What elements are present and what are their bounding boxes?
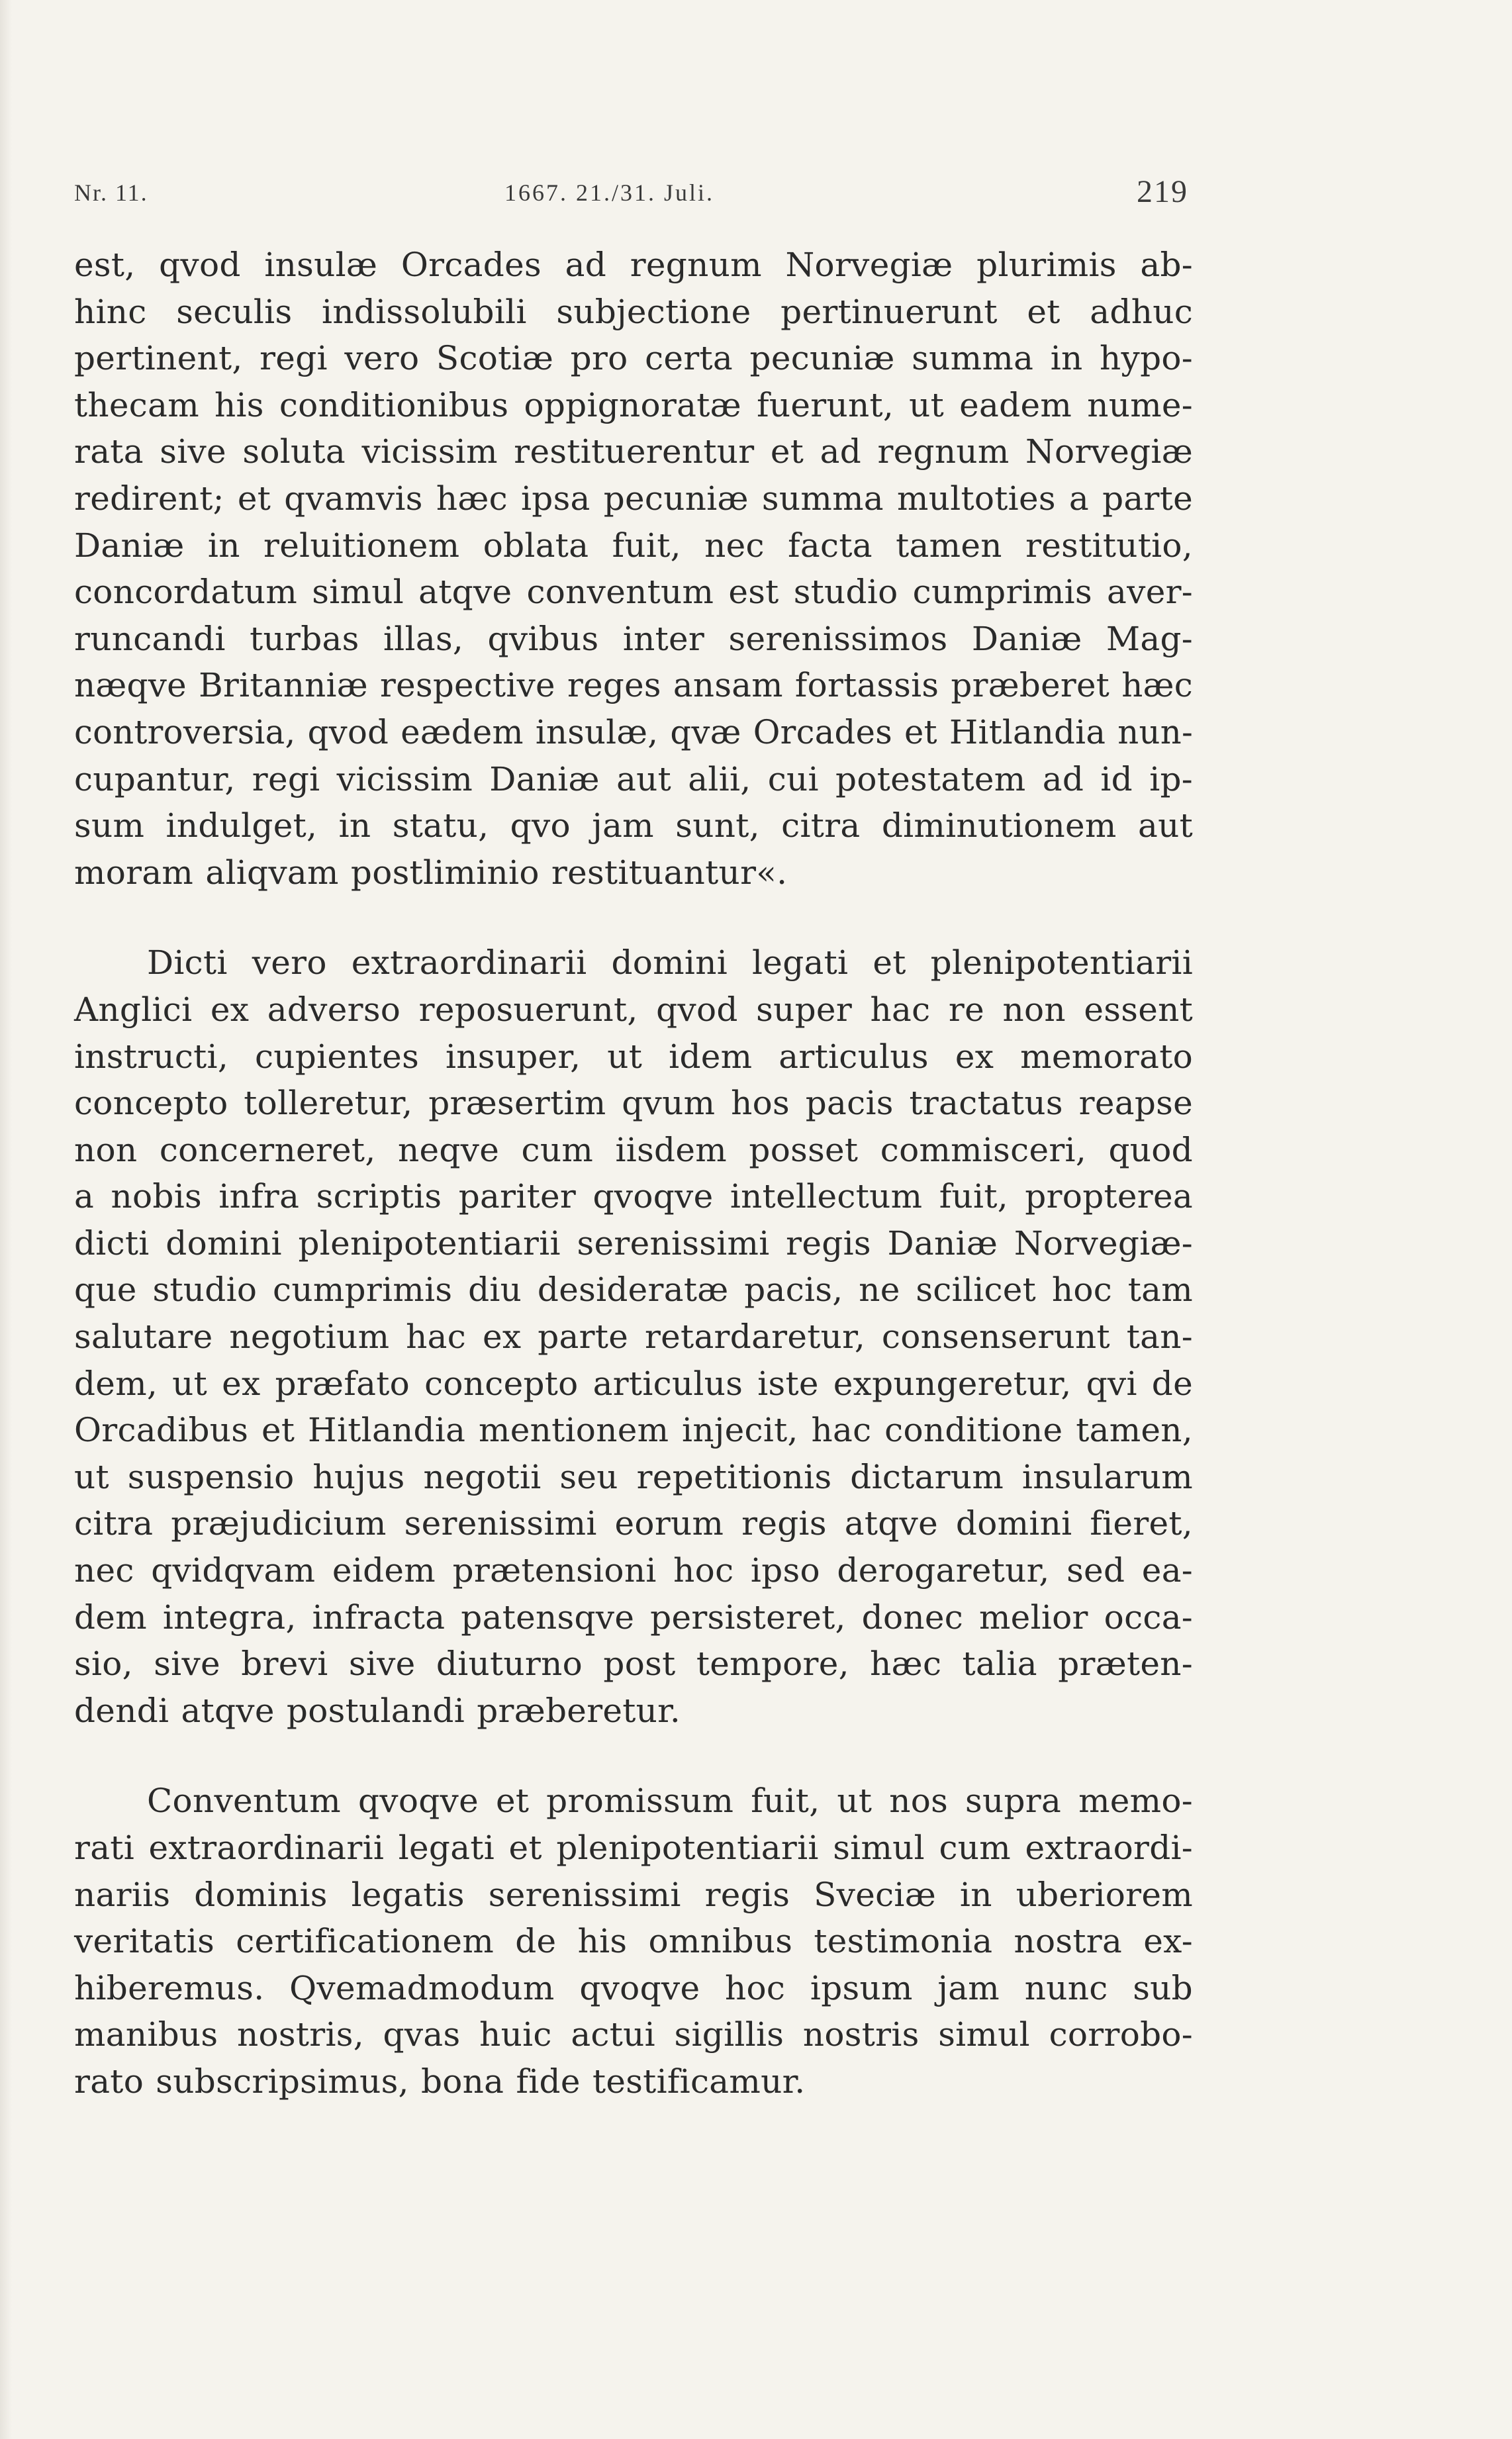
text-line: pertinent, regi vero Scotiæ pro certa pecuniæ summa in hypo- — [74, 339, 1193, 378]
text-line: moram aliqvam postliminio restituantur«. — [74, 853, 788, 892]
text-line: nariis dominis legatis serenissimi regis Sveciæ in uberiorem — [74, 1875, 1193, 1914]
text-line: dendi atqve postulandi præberetur. — [74, 1691, 681, 1730]
text-line: hinc seculis indissolubili subjectione pertinuerunt et adhuc — [74, 292, 1193, 331]
text-line: Orcadibus et Hitlandia mentionem injecit, hac conditione tamen, — [74, 1411, 1193, 1450]
text-line: Daniæ in reluitionem oblata fuit, nec facta tamen restitutio, — [74, 526, 1193, 565]
text-line: rato subscripsimus, bona fide testificamur. — [74, 2062, 806, 2101]
paragraph — [74, 1778, 1193, 2105]
text-line: rata sive soluta vicissim restituerentur et ad regnum Norvegiæ — [74, 432, 1193, 471]
text-line: Anglici ex adverso reposuerunt, qvod super hac re non essent — [74, 990, 1193, 1029]
text-line: controversia, qvod eædem insulæ, qvæ Orcades et Hitlandia nun- — [74, 712, 1193, 751]
text-line: salutare negotium hac ex parte retardaretur, consenserunt tan- — [74, 1317, 1193, 1357]
text-line: sio, sive brevi sive diuturno post tempore, hæc talia præten- — [74, 1645, 1193, 1684]
text-line: non concerneret, neqve cum iisdem posset commisceri, quod — [74, 1130, 1193, 1169]
paragraph-gap — [74, 896, 1193, 939]
text-line: thecam his conditionibus oppignoratæ fuerunt, ut eadem nume- — [74, 385, 1193, 424]
text-line: nec qvidqvam eidem prætensioni hoc ipso derogaretur, sed ea- — [74, 1551, 1193, 1590]
text-line: dicti domini plenipotentiarii serenissimi regis Daniæ Norvegiæ- — [74, 1223, 1193, 1263]
text-line: runcandi turbas illas, qvibus inter serenissimos Daniæ Mag- — [74, 619, 1193, 658]
text-line: hiberemus. Qvemadmodum qvoqve hoc ipsum jam nunc sub — [74, 1968, 1193, 2007]
text-line: rati extraordinarii legati et plenipotentiarii simul cum extraordi- — [74, 1829, 1193, 1867]
document-number: Nr. 11. — [74, 179, 148, 206]
text-line: concepto tolleretur, præsertim qvum hos pacis tractatus reapse — [74, 1084, 1193, 1123]
text-line: manibus nostris, qvas huic actui sigillis nostris simul corrobo- — [74, 2015, 1193, 2054]
document-date: 1667. 21./31. Juli. — [504, 179, 715, 206]
text-line: citra præjudicium serenissimi eorum regis atqve domini fieret, — [74, 1504, 1193, 1543]
text-line: instructi, cupientes insuper, ut idem articulus ex memorato — [74, 1037, 1193, 1076]
text-line: est, qvod insulæ Orcades ad regnum Norvegiæ plurimis ab- — [74, 246, 1193, 284]
text-line: redirent; et qvamvis hæc ipsa pecuniæ summa multoties a parte — [74, 479, 1193, 518]
text-line: Conventum qvoqve et promissum fuit, ut nos supra memo- — [147, 1782, 1193, 1821]
text-line: sum indulget, in statu, qvo jam sunt, citra diminutionem aut — [74, 806, 1193, 845]
paragraph-gap — [74, 1734, 1193, 1778]
text-line: næqve Britanniæ respective reges ansam fortassis præberet hæc — [74, 666, 1193, 705]
text-line: a nobis infra scriptis pariter qvoqve intellectum fuit, propterea — [74, 1177, 1193, 1216]
page-edge-shadow — [0, 0, 12, 2439]
text-line: dem, ut ex præfato concepto articulus iste expungeretur, qvi de — [74, 1364, 1193, 1403]
body-text — [74, 242, 1193, 2105]
text-line: ut suspensio hujus negotii seu repetitionis dictarum insularum — [74, 1457, 1193, 1496]
text-line: dem integra, infracta patensqve persisteret, donec melior occa- — [74, 1598, 1193, 1637]
text-line: que studio cumprimis diu desideratæ pacis, ne scilicet hoc tam — [74, 1270, 1193, 1310]
text-line: Dicti vero extraordinarii domini legati et plenipotentiarii — [147, 943, 1193, 982]
running-header — [74, 173, 1207, 213]
page-number: 219 — [1137, 174, 1188, 209]
text-line: concordatum simul atqve conventum est studio cumprimis aver- — [74, 573, 1193, 612]
paragraph — [74, 242, 1193, 896]
text-line: veritatis certificationem de his omnibus testimonia nostra ex- — [74, 1922, 1193, 1961]
paragraph — [74, 939, 1193, 1734]
text-line: cupantur, regi vicissim Daniæ aut alii, cui potestatem ad id ip- — [74, 759, 1193, 798]
